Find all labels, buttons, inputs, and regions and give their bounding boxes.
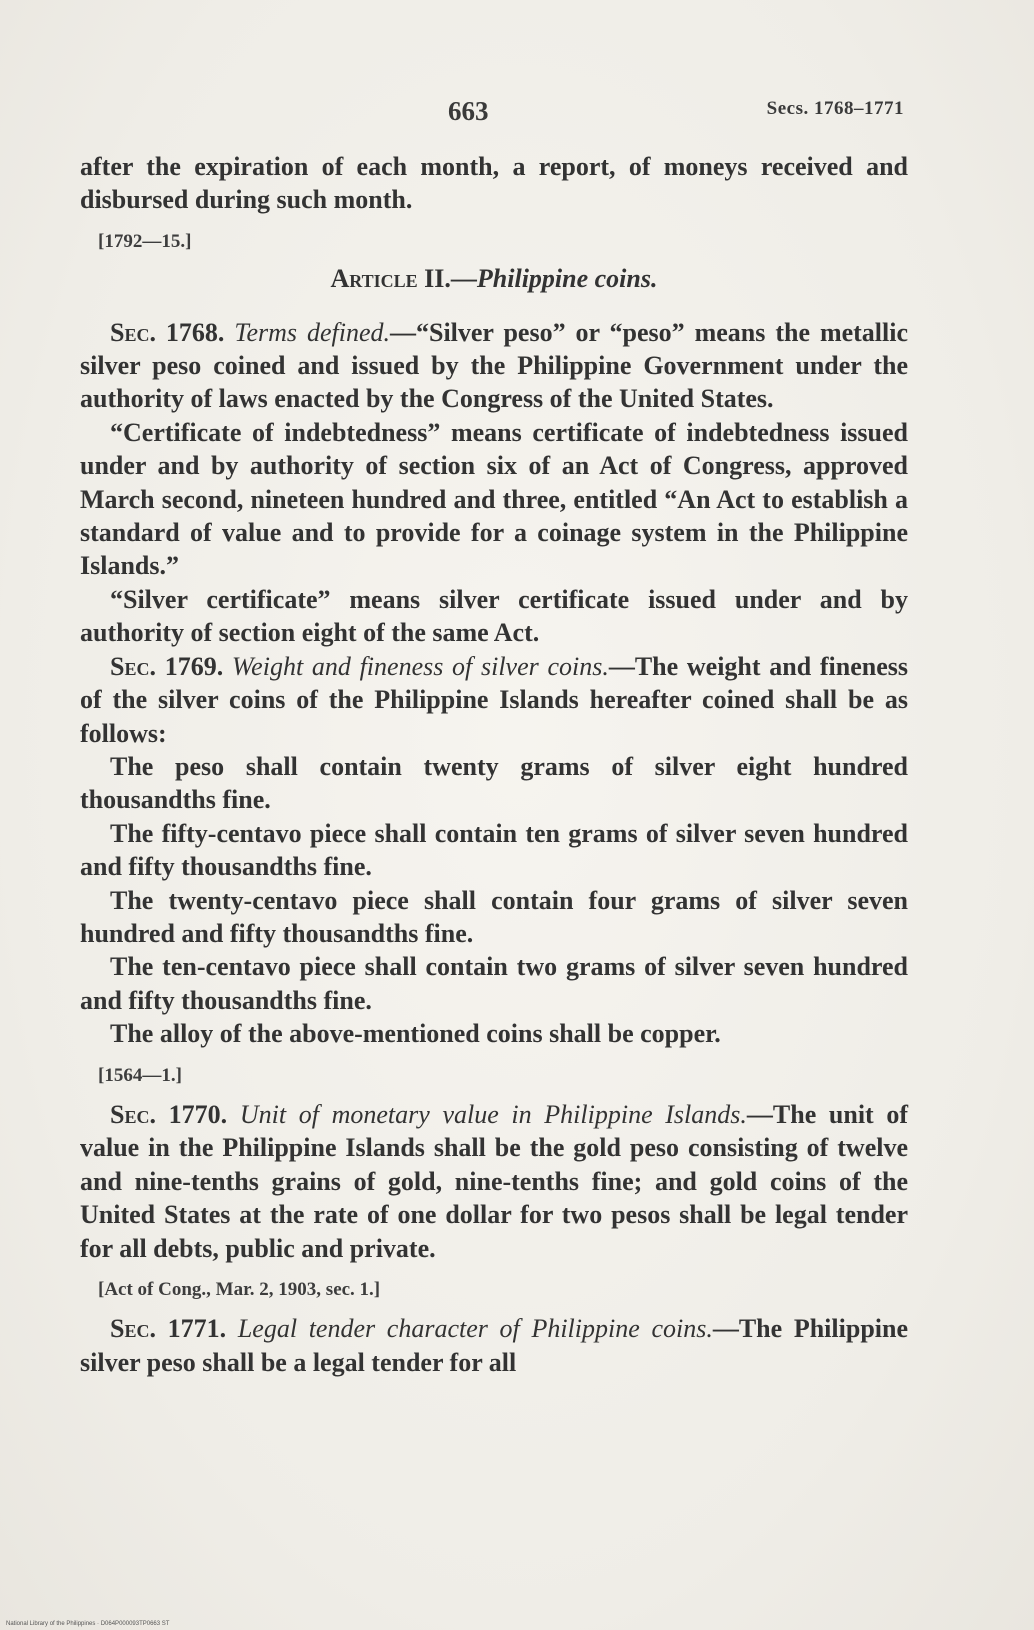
section-label: Sec. bbox=[110, 651, 156, 681]
section-text: —“Silver peso” or “peso” means the metallic silver peso coined and issued by the Philippine Government under the authority of laws enacted by the Congress of the United States. bbox=[80, 317, 909, 414]
section-number: 1771. bbox=[167, 1314, 227, 1344]
citation: [Act of Cong., Mar. 2, 1903, sec. 1.] bbox=[98, 1279, 381, 1300]
section-1770 bbox=[80, 1098, 908, 1265]
article-label: Article II. bbox=[330, 264, 451, 294]
section-1771 bbox=[80, 1312, 908, 1379]
citation: [1564—1.] bbox=[98, 1064, 182, 1086]
article-dash: — bbox=[450, 264, 477, 294]
paragraph-ten-centavo: The ten-centavo piece shall contain two grams of silver seven hundred and fifty thousandths fine. bbox=[80, 952, 908, 1015]
section-label: Sec. bbox=[110, 1314, 156, 1344]
paragraph-certificate-definition: “Certificate of indebtedness” means certificate of indebtedness issued under and by authority of section six of an Act of Congress, approved March second, nineteen hundred and three, entitled “An Act to establish a standard of value and to provide for a coinage system in the Philippine Islands.” bbox=[80, 417, 908, 581]
section-text: —The Philippine silver peso shall be a legal tender for all bbox=[80, 1314, 908, 1377]
paragraph-twenty-centavo: The twenty-centavo piece shall contain four grams of silver seven hundred and fifty thousandths fine. bbox=[80, 885, 908, 948]
section-text: —The weight and fineness of the silver coins of the Philippine Islands hereafter coined shall be as follows: bbox=[80, 651, 909, 748]
paragraph-peso: The peso shall contain twenty grams of silver eight hundred thousandths fine. bbox=[80, 751, 908, 815]
scan-footer: National Library of the Philippines · D064P000093TP0663 ST bbox=[6, 1621, 170, 1627]
sections-range: Secs. 1768–1771 bbox=[766, 98, 904, 119]
section-title: Terms defined. bbox=[234, 317, 390, 347]
section-title: Unit of monetary value in Philippine Islands. bbox=[239, 1099, 747, 1129]
section-label: Sec. bbox=[110, 1099, 156, 1129]
page-number: 663 bbox=[448, 96, 489, 126]
paragraph-continuation: after the expiration of each month, a report, of moneys received and disbursed during such month. bbox=[80, 152, 908, 215]
section-1768 bbox=[80, 316, 908, 416]
section-number: 1769. bbox=[164, 651, 224, 681]
section-text: —The unit of value in the Philippine Islands shall be the gold peso consisting of twelve and nine-tenths grains of gold, nine-tenths fine; and gold coins of the United States at the rate of one dollar for two pesos shall be legal tender for all debts, public and private. bbox=[80, 1099, 909, 1263]
paragraph-silver-certificate-definition: “Silver certificate” means silver certificate issued under and by authority of section eight of the same Act. bbox=[80, 584, 908, 648]
paragraph-fifty-centavo: The fifty-centavo piece shall contain ten grams of silver seven hundred and fifty thousandths fine. bbox=[80, 818, 908, 882]
section-number: 1770. bbox=[168, 1099, 228, 1129]
article-heading bbox=[80, 262, 908, 295]
section-title: Weight and fineness of silver coins. bbox=[231, 651, 609, 681]
section-1769 bbox=[80, 650, 908, 750]
paragraph-alloy: The alloy of the above-mentioned coins shall be copper. bbox=[110, 1019, 721, 1049]
section-label: Sec. bbox=[110, 317, 156, 347]
section-title: Legal tender character of Philippine coins. bbox=[237, 1314, 713, 1344]
page-header bbox=[0, 96, 1034, 136]
page-body bbox=[80, 150, 908, 1379]
section-number: 1768. bbox=[165, 317, 225, 347]
article-title: Philippine coins. bbox=[476, 264, 658, 294]
citation: [1792—15.] bbox=[98, 230, 192, 252]
